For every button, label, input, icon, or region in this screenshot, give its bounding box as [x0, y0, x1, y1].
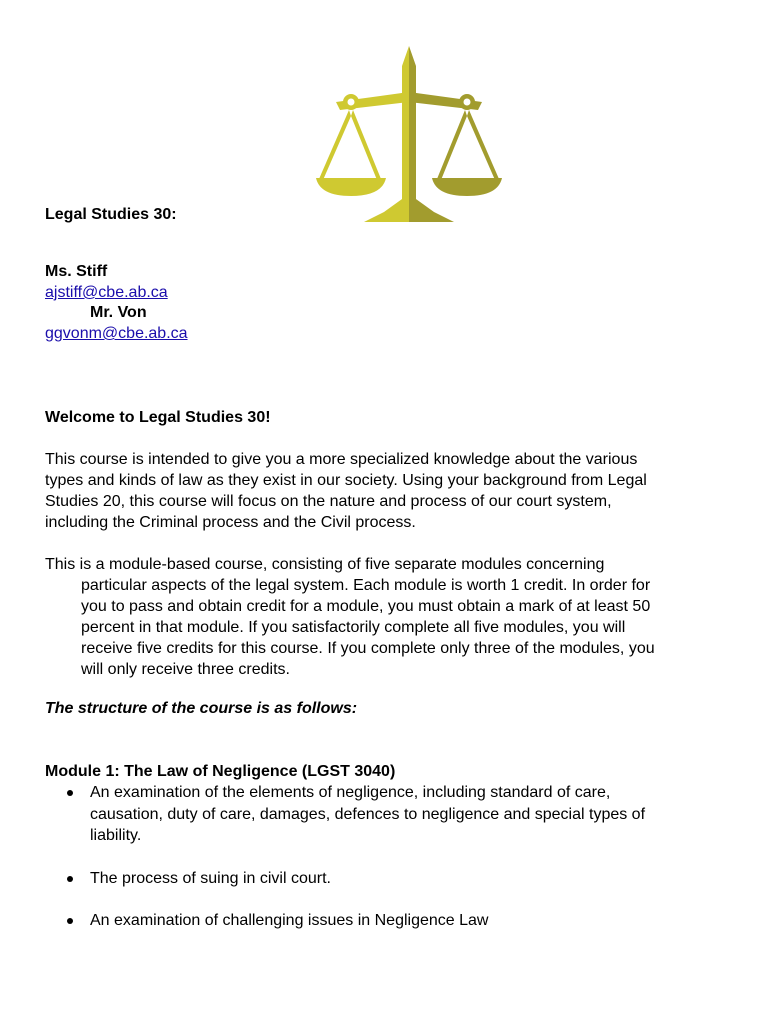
bullet-line: The process of suing in civil court. — [90, 869, 331, 887]
modules-line: particular aspects of the legal system. Each module is worth 1 credit. In order for — [81, 577, 651, 594]
list-item — [45, 868, 695, 890]
bullet-icon — [67, 790, 73, 796]
bullet-line: causation, duty of care, damages, defences to negligence and special types of — [90, 805, 646, 823]
bullet-icon — [67, 918, 73, 924]
module-1-bullet-list — [45, 782, 695, 932]
modules-line: will only receive three credits. — [81, 661, 290, 678]
list-item — [45, 910, 695, 932]
course-title: Legal Studies 30: — [45, 206, 177, 223]
intro-line: This course is intended to give you a more specialized knowledge about the various — [45, 451, 638, 468]
teacher-name-2: Mr. Von — [90, 304, 147, 321]
bullet-line: An examination of the elements of negligence, including standard of care, — [90, 784, 611, 801]
scales-of-justice-icon — [314, 44, 504, 224]
modules-line: receive five credits for this course. If you complete only three of the modules, you — [81, 640, 655, 657]
bullet-line: liability. — [90, 827, 142, 844]
modules-line: This is a module-based course, consisting of five separate modules concerning — [45, 556, 605, 573]
intro-paragraph — [45, 449, 725, 533]
modules-line: you to pass and obtain credit for a module, you must obtain a mark of at least 50 — [81, 598, 651, 615]
intro-line: types and kinds of law as they exist in our society. Using your background from Legal — [45, 472, 647, 489]
teacher-email-link-2[interactable]: ggvonm@cbe.ab.ca — [45, 325, 188, 342]
module-1-heading: Module 1: The Law of Negligence (LGST 3040) — [45, 763, 396, 780]
bullet-icon — [67, 876, 73, 882]
teacher-name-1: Ms. Stiff — [45, 263, 108, 280]
bullet-line: An examination of challenging issues in Negligence Law — [90, 912, 489, 929]
list-item — [45, 782, 695, 847]
structure-heading: The structure of the course is as follows: — [45, 700, 358, 717]
modules-line: percent in that module. If you satisfactorily complete all five modules, you will — [81, 619, 626, 636]
intro-line: Studies 20, this course will focus on the nature and process of our court system, — [45, 493, 612, 510]
teacher-email-link-1[interactable]: ajstiff@cbe.ab.ca — [45, 284, 168, 301]
modules-paragraph — [45, 554, 725, 680]
intro-line: including the Criminal process and the Civil process. — [45, 514, 416, 531]
welcome-heading: Welcome to Legal Studies 30! — [45, 409, 271, 426]
